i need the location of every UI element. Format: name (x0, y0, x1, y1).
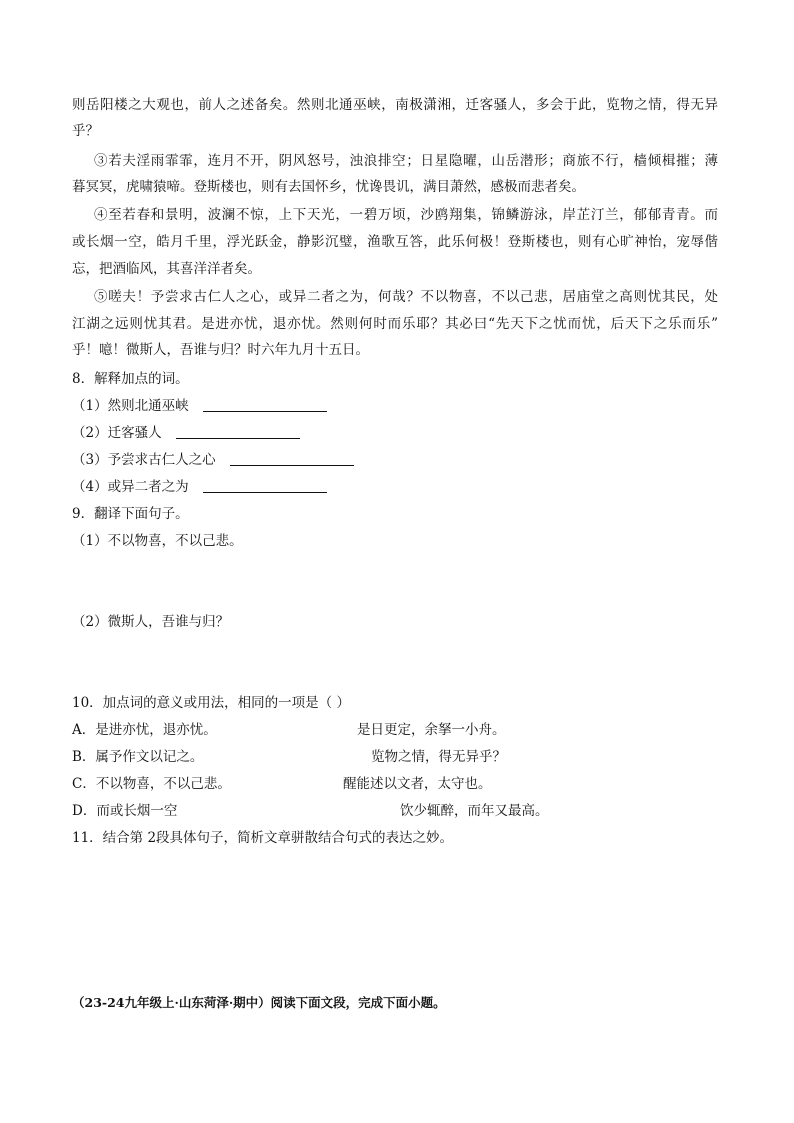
q8-item-3-text: （3）予尝求古仁人之心 (72, 452, 216, 468)
passage-p5-line2: 江湖之远则忧其君。是进亦忧，退亦忧。然则何时而乐耶？其必曰“先天下之忧而忧，后天下之乐而乐” (72, 316, 718, 332)
q8-item-1-text: （1）然则北通巫峡 (72, 398, 189, 414)
passage-p4-line2: 或长烟一空，皓月千里，浮光跃金，静影沉璧，渔歌互答，此乐何极！登斯楼也，则有心旷神怡，宠辱偕 (72, 234, 718, 250)
q9-title: 9．翻译下面句子。 (72, 506, 189, 522)
passage-p3-line1: ③若夫淫雨霏霏，连月不开，阴风怒号，浊浪排空；日星隐曜，山岳潜形；商旅不行，樯倾楫摧；薄 (94, 153, 718, 169)
passage-p4-line1: ④至若春和景明，波澜不惊，上下天光，一碧万顷，沙鸥翔集，锦鳞游泳，岸芷汀兰，郁郁青青。而 (94, 207, 718, 223)
q10-option-c-compare: 醒能述以文者，太守也。 (343, 776, 492, 792)
q10-title: 10．加点词的意义或用法，相同的一项是（ ） (72, 695, 350, 711)
q8-answer-blank-4[interactable] (203, 491, 327, 493)
q8-answer-blank-3[interactable] (230, 464, 354, 466)
q8-item-2 (72, 423, 300, 443)
q10-option-a: A．是进亦忧，退亦忧。 (72, 722, 217, 738)
q8-item-1 (72, 396, 327, 416)
passage-p3-line2: 暮冥冥，虎啸猿啼。登斯楼也，则有去国怀乡，忧谗畏讥，满目萧然，感极而悲者矣。 (72, 179, 585, 195)
passage-p4-line3: 忘，把酒临风，其喜洋洋者矣。 (72, 261, 261, 277)
q10-option-d: D．而或长烟一空 (72, 803, 178, 819)
passage-p5-line1: ⑤嗟夫！予尝求古仁人之心，或异二者之为，何哉？不以物喜，不以己悲，居庙堂之高则忧其民，处 (94, 289, 718, 305)
q9-item-2: （2）微斯人，吾谁与归？ (72, 614, 230, 630)
q10-option-b: B．属予作文以记之。 (72, 749, 204, 765)
q8-title: 8．解释加点的词。 (72, 371, 189, 387)
q8-item-2-text: （2）迁客骚人 (72, 425, 162, 441)
passage-p5-line3: 乎！噫！微斯人，吾谁与归？时六年九月十五日。 (72, 342, 369, 358)
q8-item-3 (72, 450, 354, 470)
q8-item-4 (72, 477, 327, 497)
q8-item-4-text: （4）或异二者之为 (72, 479, 189, 495)
q9-item-1: （1）不以物喜，不以己悲。 (72, 533, 243, 549)
passage-p2-line2: 乎？ (72, 123, 99, 139)
q8-answer-blank-1[interactable] (203, 410, 327, 412)
passage-p2-line1: 则岳阳楼之大观也，前人之述备矣。然则北通巫峡，南极潇湘，迁客骚人，多会于此，览物之情，得无异 (72, 97, 718, 113)
q10-option-b-compare: 览物之情，得无异乎？ (371, 749, 506, 765)
q8-answer-blank-2[interactable] (176, 437, 300, 439)
q10-option-a-compare: 是日更定，余拏一小舟。 (357, 722, 506, 738)
q11-title: 11．结合第 2段具体句子，简析文章骈散结合句式的表达之妙。 (72, 830, 454, 846)
q10-option-d-compare: 饮少辄醉，而年又最高。 (400, 803, 549, 819)
q10-option-c: C．不以物喜，不以己悲。 (72, 776, 231, 792)
next-section-heading: （23-24九年级上·山东菏泽·期中）阅读下面文段，完成下面小题。 (72, 995, 446, 1010)
